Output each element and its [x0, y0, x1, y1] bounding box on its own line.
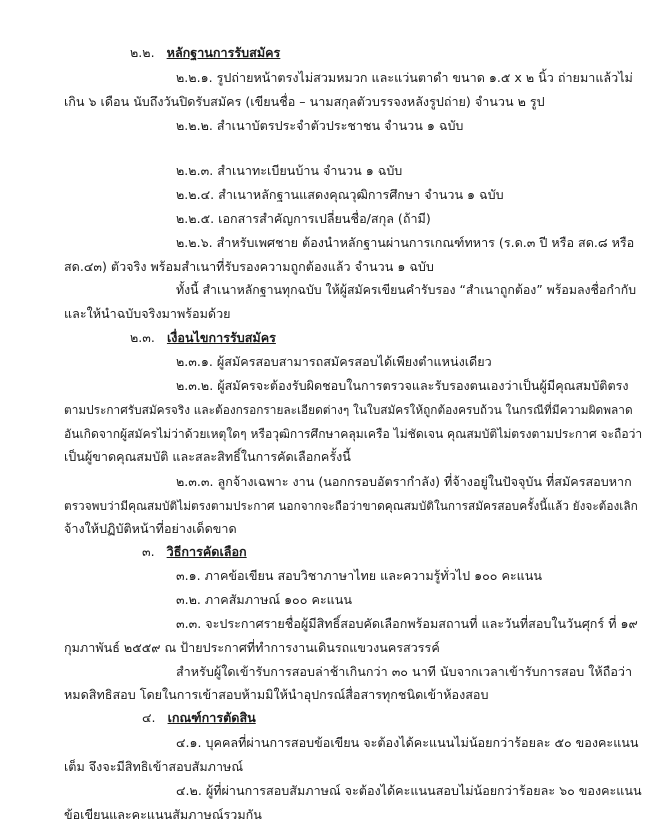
heading-number: ๒.๒.: [130, 45, 155, 60]
note-2-2-line1: ทั้งนี้ สำเนาหลักฐานทุกฉบับ ให้ผู้สมัครเขียนคำรับรอง “สำเนาถูกต้อง” พร้อมลงชื่อกำกับ: [176, 283, 637, 297]
heading-3: [142, 543, 247, 561]
item-4-1-line2: เต็ม จึงจะมีสิทธิเข้าสอบสัมภาษณ์: [64, 759, 244, 774]
heading-4: [142, 709, 256, 727]
heading-number: ๓.: [142, 544, 155, 559]
item-2-3-2-line2: ตามประกาศรับสมัครจริง และต้องกรอกรายละเอียดต่างๆ ในใบสมัครให้ถูกต้องครบถ้วน ในกรณีที่มีความผิดพลาด: [64, 403, 633, 417]
heading-title: หลักฐานการรับสมัคร: [166, 45, 281, 60]
item-2-2-4: ๒.๒.๔. สำเนาหลักฐานแสดงคุณวุฒิการศึกษา จำนวน ๑ ฉบับ: [176, 187, 504, 202]
item-4-2-line2: ข้อเขียนและคะแนนสัมภาษณ์รวมกัน: [64, 807, 262, 822]
item-2-2-1-line1: ๒.๒.๑. รูปถ่ายหน้าตรงไม่สวมหมวก และแว่นตาดำ ขนาด ๑.๕ x ๒ นิ้ว ถ่ายมาแล้วไม่: [176, 70, 633, 85]
item-2-3-2-line4: เป็นผู้ขาดคุณสมบัติ และสละสิทธิ์ในการคัดเลือกครั้งนี้: [64, 449, 351, 464]
heading-number: ๒.๓.: [130, 330, 155, 345]
note-2-2-line2: และให้นำฉบับจริงมาพร้อมด้วย: [64, 306, 231, 321]
heading-2-3: [130, 329, 276, 347]
heading-2-2: [130, 44, 280, 62]
item-4-2-line1: ๔.๒. ผู้ที่ผ่านการสอบสัมภาษณ์ จะต้องได้คะแนนสอบไม่น้อยกว่าร้อยละ ๖๐ ของคะแนน: [176, 783, 642, 798]
item-2-2-1-line2: เกิน ๖ เดือน นับถึงวันปิดรับสมัคร (เขียนชื่อ – นามสกุลตัวบรรจงหลังรูปถ่าย) จำนวน ๒ รูป: [64, 94, 545, 109]
item-2-2-2: ๒.๒.๒. สำเนาบัตรประจำตัวประชาชน จำนวน ๑ ฉบับ: [176, 118, 464, 133]
item-2-3-2-line3: อันเกิดจากผู้สมัครไม่ว่าด้วยเหตุใดๆ หรือวุฒิการศึกษาคลุมเครือ ไม่ชัดเจน คุณสมบัติไม่ตรงตามประกาศ จะถือว่า: [64, 427, 643, 441]
item-2-3-2-line1: ๒.๓.๒. ผู้สมัครจะต้องรับผิดชอบในการตรวจและรับรองตนเองว่าเป็นผู้มีคุณสมบัติตรง: [176, 378, 629, 393]
item-3-3-line2: กุมภาพันธ์ ๒๕๕๙ ณ ป้ายประกาศที่ทำการงานเดินรถแขวงนครสวรรค์: [64, 640, 440, 655]
item-2-2-5: ๒.๒.๕. เอกสารสำคัญการเปลี่ยนชื่อ/สกุล (ถ้ามี): [176, 211, 431, 226]
item-2-2-6-line1: ๒.๒.๖. สำหรับเพศชาย ต้องนำหลักฐานผ่านการเกณฑ์ทหาร (ร.ด.๓ ปี หรือ สด.๘ หรือ: [176, 235, 635, 250]
heading-title: วิธีการคัดเลือก: [166, 544, 247, 559]
note-3-line2: หมดสิทธิสอบ โดยในการเข้าสอบห้ามมิให้นำอุปกรณ์สื่อสารทุกชนิดเข้าห้องสอบ: [64, 687, 489, 702]
item-2-3-1: ๒.๓.๑. ผู้สมัครสอบสามารถสมัครสอบได้เพียงตำแหน่งเดียว: [176, 354, 492, 369]
item-3-2: ๓.๒. ภาคสัมภาษณ์ ๑๐๐ คะแนน: [176, 592, 352, 607]
heading-title: เงื่อนไขการรับสมัคร: [166, 330, 276, 345]
heading-number: ๔.: [142, 710, 156, 725]
item-2-2-3: ๒.๒.๓. สำเนาทะเบียนบ้าน จำนวน ๑ ฉบับ: [176, 163, 403, 178]
item-2-3-3-line3: จ้างให้ปฏิบัติหน้าที่อย่างเด็ดขาด: [64, 521, 237, 536]
item-2-3-3-line1: ๒.๓.๓. ลูกจ้างเฉพาะ งาน (นอกกรอบอัตรากำลัง) ที่จ้างอยู่ในปัจจุบัน ที่สมัครสอบหาก: [176, 474, 632, 489]
item-2-3-3-line2: ตรวจพบว่ามีคุณสมบัติไม่ตรงตามประกาศ นอกจากจะถือว่าขาดคุณสมบัติในการสมัครสอบครั้งนี้แล้ว ยังจะต้องเลิก: [64, 499, 638, 513]
item-3-1: ๓.๑. ภาคข้อเขียน สอบวิชาภาษาไทย และความรู้ทั่วไป ๑๐๐ คะแนน: [176, 568, 543, 583]
item-3-3-line1: ๓.๓. จะประกาศรายชื่อผู้มีสิทธิ์สอบคัดเลือกพร้อมสถานที่ และวันที่สอบในวันศุกร์ ที่ ๑๙: [176, 616, 638, 631]
item-2-2-6-line2: สด.๔๓) ตัวจริง พร้อมสำเนาที่รับรองความถูกต้องแล้ว จำนวน ๑ ฉบับ: [64, 259, 434, 274]
note-3-line1: สำหรับผู้ใดเข้ารับการสอบล่าช้าเกินกว่า ๓๐ นาที นับจากเวลาเข้ารับการสอบ ให้ถือว่า: [176, 664, 633, 679]
heading-title: เกณฑ์การตัดสิน: [167, 710, 256, 725]
item-4-1-line1: ๔.๑. บุคคลที่ผ่านการสอบข้อเขียน จะต้องได้คะแนนไม่น้อยกว่าร้อยละ ๕๐ ของคะแนน: [176, 735, 639, 750]
